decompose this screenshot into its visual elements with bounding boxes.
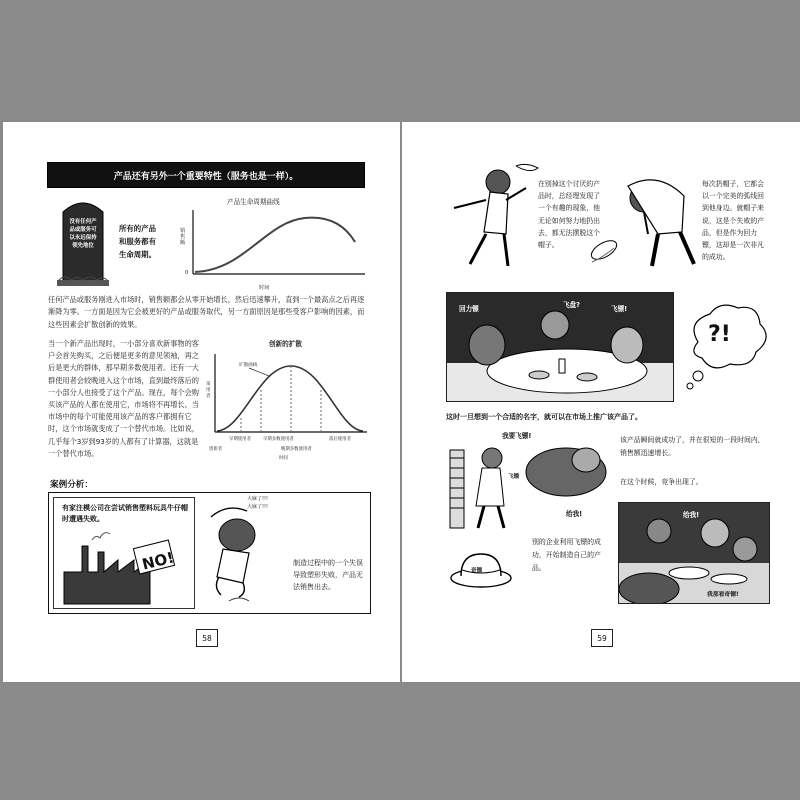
page-number-right: 59 — [591, 629, 613, 647]
diffusion-curve — [203, 336, 371, 464]
bubble-frisbee-question: 飞盘? — [563, 301, 581, 309]
success-text: 该产品瞬间就成功了，并在很短的一段时间内，销售额迅速增长。 — [620, 436, 765, 457]
thought-text: ?! — [708, 322, 731, 347]
manager-bent-illustration — [612, 162, 708, 274]
hat-illustration — [448, 546, 514, 590]
diffusion-chart-ylabel: 采用者 — [206, 382, 211, 399]
lifecycle-chart-xlabel: 时间 — [259, 285, 270, 291]
bubble-give-me: 给我! — [566, 510, 583, 518]
lifecycle-chart-origin: 0 — [185, 270, 189, 276]
throwing-man-icon — [446, 160, 540, 272]
lifecycle-caption: 所有的产品和服务都有生命周期。 — [119, 224, 156, 259]
bubble-boomerang-2: 飞镖 — [508, 474, 520, 480]
no-stamp: NO! — [140, 548, 176, 574]
case-heading: 案例分析： — [50, 480, 93, 490]
diffusion-label-innovators: 创新者 — [209, 447, 223, 452]
falling-man-icon — [199, 497, 287, 607]
right-page — [402, 122, 800, 682]
diffusion-label-early-majority: 早期多数使用者 — [263, 437, 294, 442]
crowd-scene-icon — [446, 428, 614, 532]
diffusion-label-early-adopters: 早期使用者 — [229, 437, 251, 442]
section-title: 产品还有另外一个重要特性（服务也是一样）。 — [47, 162, 365, 188]
competitors-panel — [618, 502, 770, 604]
story-text-2: 每次扔帽子，它都会以一个完美的弧线回到他身边。就帽子来说，这是个失败的产品，但是作为回力镖，这却是一次非凡的成功。 — [702, 180, 765, 262]
lifecycle-chart-title: 产品生命周期曲线 — [227, 198, 280, 206]
diffusion-chart-annotation: 扩散曲线 — [239, 363, 258, 368]
bubble-i-want: 我要飞镖! — [502, 432, 532, 440]
cartoon-speech: 大麻了!!! 大麻了!!! — [247, 496, 269, 510]
naming-caption: 这时一旦想到一个合适的名字，就可以在市场上推广该产品了。 — [446, 413, 642, 421]
competition-text: 在这个时候，竞争出现了。 — [620, 478, 703, 486]
lifecycle-chart — [175, 192, 371, 297]
falling-man-illustration — [199, 497, 287, 607]
bubble-boomerang: 回力镖 — [459, 305, 479, 313]
tombstone-text: 没有任何产品或服务可以永远保持领先地位 — [69, 219, 97, 249]
bubble-give-me-2: 给我! — [683, 511, 700, 519]
left-page — [3, 122, 400, 682]
manager-throwing-illustration — [446, 160, 540, 272]
case-box — [48, 492, 371, 614]
story-text-1: 在别掉这个讨厌的产品时，总经理发现了一个有趣的现象，他无论如何努力地扔出去，都无法摆脱这个帽子。 — [538, 180, 601, 250]
competitors-text: 别的企业利用飞镖的成功，开始制造自己的产品。 — [532, 538, 601, 572]
case-text-box — [53, 497, 195, 609]
diffusion-label-laggards: 落后使用者 — [329, 437, 351, 442]
thought-cloud-icon — [680, 302, 770, 392]
diffusion-label-late-majority: 晚期多数使用者 — [281, 447, 312, 452]
crowd-panel — [446, 428, 614, 532]
diffusion-chart — [203, 336, 371, 464]
paragraph-2: 当一个新产品出现时，一小部分喜欢新事物的客户会首先购买，之后便是更多的意见领袖，再之后是更大的群体，那早期多数使用者。还有一大群使用者会较晚进入这个市场，直到最终落后的一小部分人也接受了这个产品。现在，每个会购买该产品的人都在使用它，市场将不再增长。当市场中的每个可能使用该产品的客户都拥有它时，这个市场就变成了一个替代市场。比如说，几乎每个3岁到93岁的人都有了计算器，这就是一个替代市场。 — [48, 339, 199, 458]
thought-bubble — [680, 302, 770, 392]
case-caption: 制造过程中的一个失误导致塑形失败，产品无法销售出去。 — [293, 559, 363, 591]
bubble-look: 我那看奇镖! — [707, 592, 739, 598]
restaurant-scene-icon — [447, 293, 673, 401]
paragraph-1: 任何产品或服务刚进入市场时，销售额都会从零开始增长，然后迅速攀升，直到一个最高点之后再逐渐降为零。一方面是因为它会被更好的产品或服务取代，另一方面原因是那些受客户影响的因素，而这些因素会扩散创新的效果。 — [48, 295, 365, 329]
lifecycle-chart-ylabel: 销售额 — [180, 228, 186, 246]
bubble-frisbee: 飞镖! — [611, 305, 628, 313]
lifecycle-curve — [175, 192, 371, 297]
diffusion-chart-title: 创新的扩散 — [269, 340, 302, 348]
bent-man-icon — [612, 162, 708, 274]
case-text: 有家注模公司在尝试销售塑料玩具牛仔帽时遭遇失败。 — [62, 504, 188, 523]
hat-brand: 奇镖 — [471, 568, 483, 574]
page-number-left: 58 — [196, 629, 218, 647]
tombstone-illustration — [55, 192, 111, 288]
diffusion-chart-xlabel: 时间 — [279, 456, 288, 461]
restaurant-panel — [446, 292, 674, 402]
